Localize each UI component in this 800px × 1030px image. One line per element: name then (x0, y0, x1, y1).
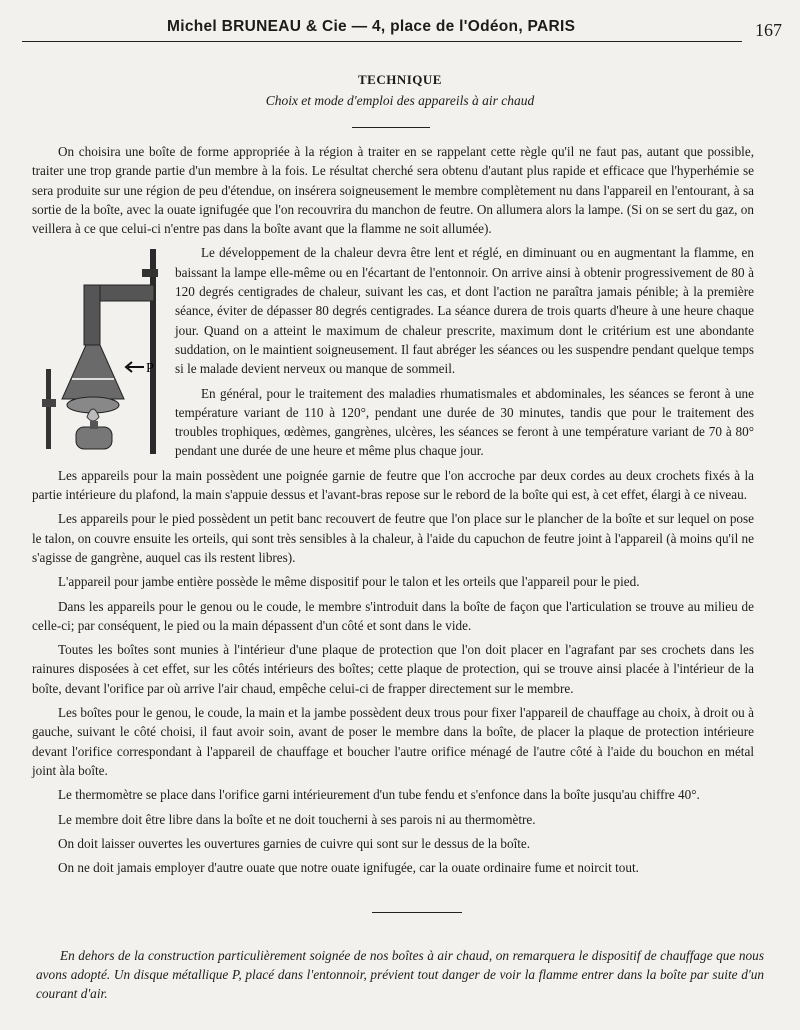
title-divider (352, 127, 430, 128)
section-title: TECHNIQUE (358, 72, 442, 87)
footnote (36, 946, 764, 1003)
paragraph: Le développement de la chaleur devra être lent et réglé, en diminuant ou en augmentant la flamme, en baissant la lampe elle-même ou en l'écartant de l'entonnoir. On arrive ainsi à obtenir progressivement de 80 à 120 degrés centigrades de chaleur, suivant les cas, et dont l'action ne paraîtra jamais pénible; à la première séance, éviter de dépasser 80 degrés centigrades. La séance durera de trois quarts d'heure à une heure chaque jour. Quand on a atteint le maximum de chaleur prescrite, maximum dont le critérium est une abondante suddation, on le maintient soigneusement. Il faut abréger les séances ou les suspendre pendant quelque temps si le malade devient nerveux ou manque de sommeil. (175, 245, 754, 377)
section-subtitle: Choix et mode d'emploi des appareils à air chaud (265, 93, 535, 108)
paragraph: Le membre doit être libre dans la boîte et ne doit toucherni à ses parois ni au thermomètre. (58, 811, 536, 827)
paragraph: On ne doit jamais employer d'autre ouate que notre ouate ignifugée, car la ouate ordinaire fume et noircit tout. (58, 860, 639, 876)
paragraph: Les appareils pour le pied possèdent un petit banc recouvert de feutre que l'on place sur le plancher de la boîte et sur lequel on pose le talon, on couvre ensuite les orteils, qui sont très sensibles à la chaleur, à l'aide du capuchon de feutre joint à l'appareil (à moins qu'il ne s'agisse de gangrène, auquel cas ils restent libres). (32, 511, 754, 565)
header-rule (22, 41, 742, 42)
arrow-icon (126, 362, 144, 372)
apparatus-drawing (32, 249, 167, 459)
paragraph: Dans les appareils pour le genou ou le coude, le membre s'introduit dans la boîte de façon que l'articulation se trouve au milieu de celle-ci; par conséquent, le pied ou la main dépassent d'un côté et sont dans le vide. (32, 598, 754, 633)
hot-air-apparatus-illustration (32, 249, 167, 459)
funnel (62, 345, 124, 399)
paragraph: On choisira une boîte de forme appropriée à la région à traiter en se rappelant cette règle qu'il ne faut pas, autant que possible, traiter une trop grande partie d'un membre à la fois. Le résultat cherché sera obtenu d'autant plus rapide et efficace que l'hyperhémie se sera produite sur une région de peu d'étendue, on insérera soigneusement le membre complètement nu dans l'appareil en l'entourant, à sa sortie de la boîte, avec la ouate ignifugée que l'on recouvrira du manchon de feutre. On allumera alors la lampe. (Si on se sert du gaz, on veillera à ce que celui-ci n'entre pas dans la boîte avant que la flamme ne soit allumée). (32, 144, 754, 237)
paragraph: Toutes les boîtes sont munies à l'intérieur d'une plaque de protection que l'on doit placer en l'agrafant par ses crochets dans les rainures disposées à cet effet, sur les côtés intérieurs des boîtes; cette plaque de protection, qui se trouve ainsi placée à l'intérieur de la boîte, devant l'orifice par où arrive l'air chaud, empêche celui-ci de frapper directement sur le membre. (32, 642, 754, 696)
pipe-vertical (84, 285, 100, 345)
paragraph: L'appareil pour jambe entière possède le même dispositif pour le talon et les orteils que l'appareil pour le pied. (58, 574, 640, 590)
paragraph: Les appareils pour la main possèdent une poignée garnie de feutre que l'on accroche par deux cordes au deux crochets fixés à la partie intérieure du plafond, la main s'appuie dessus et l'avant-bras repose sur le rebord de la boîte qui est, à cet effet, élargi à ce niveau. (32, 467, 754, 503)
figure-label: P (146, 361, 154, 377)
page-header (22, 14, 782, 44)
header-title: Michel BRUNEAU & Cie — 4, place de l'Odéon, PARIS (167, 18, 576, 35)
footnote-divider (372, 912, 462, 913)
bracket-bar (150, 249, 156, 454)
paragraph: En général, pour le traitement des maladies rhumatismales et abdominales, les séances se feront à une température variant de 110 à 120°, pendant une durée de 30 minutes, tandis que pour le traitement des troubles trophiques, œdèmes, gangrènes, ulcères, les séances se feront à une température variant de 70 à 80° pendant une durée de une heure et même plus chaque jour. (175, 385, 754, 459)
stand-rod (46, 369, 51, 449)
paragraph: On doit laisser ouvertes les ouvertures garnies de cuivre qui sont sur le dessus de la boîte. (58, 835, 531, 851)
lamp (76, 427, 112, 449)
paragraph: Le thermomètre se place dans l'orifice garni intérieurement d'un tube fendu et s'enfonce dans la boîte jusqu'au chiffre 40°. (58, 787, 700, 803)
body-text (32, 142, 754, 882)
stand-clamp (42, 399, 56, 407)
bracket-clamp (142, 269, 158, 277)
paragraph: Les boîtes pour le genou, le coude, la main et la jambe possèdent deux trous pour fixer l'appareil de chauffage au choix, à droit ou à gauche, suivant le côté choisi, il faut avoir soin, avant de poser le membre dans la boîte, de placer la plaque de protection intérieure devant l'orifice correspondant à l'appareil de chauffage et boucher l'autre orifice ménagé de l'autre côté à l'aide du bouchon en métal joint àla boîte. (32, 705, 754, 778)
lamp-burner (90, 421, 98, 429)
page-number: 167 (755, 20, 782, 40)
footnote-text: En dehors de la construction particulièrement soignée de nos boîtes à air chaud, on remarquera le dispositif de chauffage que nous avons adopté. Un disque métallique P, placé dans l'entonnoir, prévient tout danger de voir la flamme entrer dans la boîte par suite d'un courant d'air. (36, 948, 764, 1001)
